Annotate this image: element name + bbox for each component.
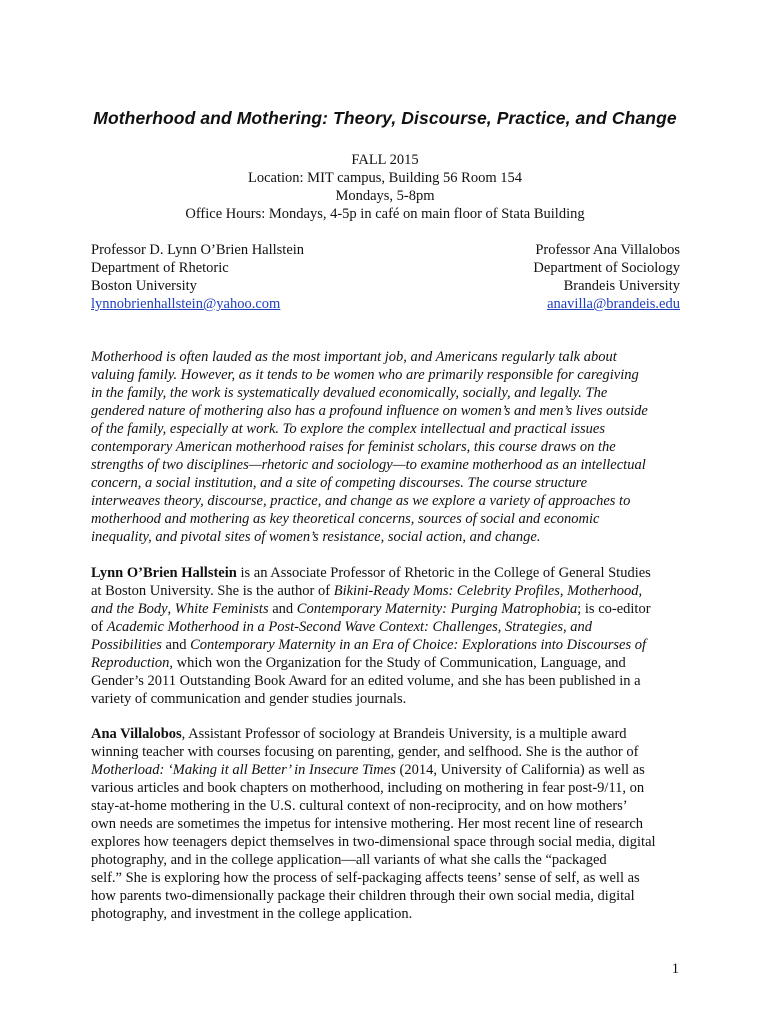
book-title: Contemporary Maternity in an Era of Choice: Explorations into Discourses of — [190, 637, 647, 653]
book-title: White Feminists — [174, 601, 269, 617]
bio-line: how parents two-dimensionally package their children through their own social media, digital — [91, 888, 635, 904]
professor-hallstein-block — [91, 241, 304, 313]
bio-hallstein — [91, 564, 685, 708]
bio-line: own needs are sometimes the impetus for intensive mothering. Her most recent line of research — [91, 816, 644, 832]
bio-line: stay-at-home mothering in the U.S. cultural context of non-reciprocity, and on how mothers’ — [91, 798, 628, 814]
bio-name: Lynn O’Brien Hallstein — [91, 565, 237, 581]
bio-line: photography, and investment in the college application. — [91, 906, 413, 922]
description-line: concern, a social institution, and a site of competing discourses. The course structure — [91, 475, 588, 491]
course-schedule: Mondays, 5-8pm — [335, 188, 435, 204]
bio-line: variety of communication and gender studies journals. — [91, 691, 407, 707]
bio-line: Ana Villalobos, Assistant Professor of sociology at Brandeis University, is a multiple award — [91, 726, 627, 742]
bio-line: at Boston University. She is the author of Bikini-Ready Moms: Celebrity Profiles, Motherhood, — [91, 583, 643, 599]
course-location: Location: MIT campus, Building 56 Room 154 — [247, 170, 522, 186]
professor-university: Boston University — [91, 278, 197, 294]
description-line: inequality, and pivotal sites of women’s resistance, social action, and change. — [91, 529, 541, 545]
professor-department: Department of Sociology — [533, 260, 680, 276]
book-title: Possibilities — [91, 637, 162, 653]
bio-line: winning teacher with courses focusing on parenting, gender, and selfhood. She is the author of — [91, 744, 639, 760]
course-description — [91, 348, 685, 546]
bio-line: self.” She is exploring how the process of self-packaging affects teens’ sense of self, as well as — [91, 870, 640, 886]
description-line: contemporary American motherhood raises for feminist scholars, this course draws on the — [91, 439, 616, 455]
description-line: in the family, the work is systematically devalued economically, socially, and legally. The — [91, 385, 608, 401]
bio-line: Possibilities and Contemporary Maternity in an Era of Choice: Explorations into Discourses of — [91, 637, 647, 653]
bio-villalobos — [91, 725, 685, 923]
description-line: of the family, especially at work. To explore the complex intellectual and practical issues — [91, 421, 605, 437]
bio-line: photography, and in the college application—all variants of what she calls the “packaged — [91, 852, 607, 868]
description-line: interweaves theory, discourse, practice, and change as we explore a variety of approaches to — [91, 493, 631, 509]
professor-email-link[interactable]: lynnobrienhallstein@yahoo.com — [91, 296, 281, 312]
bio-line: Lynn O’Brien Hallstein is an Associate Professor of Rhetoric in the College of General Studies — [91, 565, 651, 581]
description-line: Motherhood is often lauded as the most important job, and Americans regularly talk about — [91, 349, 617, 365]
description-line: strengths of two disciplines—rhetoric and sociology—to examine motherhood as an intellectual — [91, 457, 646, 473]
professor-university: Brandeis University — [563, 278, 680, 294]
bio-line: explores how teenagers depict themselves in two-dimensional space through social media, digital — [91, 834, 656, 850]
book-title: Academic Motherhood in a Post-Second Wave Context: Challenges, Strategies, and — [106, 619, 592, 635]
course-title: Motherhood and Mothering: Theory, Discourse, Practice, and Change — [93, 108, 677, 128]
professor-department: Department of Rhetoric — [91, 260, 229, 276]
bio-line: Gender’s 2011 Outstanding Book Award for an edited volume, and she has been published in a — [91, 673, 641, 689]
professor-name: Professor D. Lynn O’Brien Hallstein — [91, 242, 305, 258]
bio-line: Motherload: ‘Making it all Better’ in Insecure Times (2014, University of California) as well as — [91, 762, 645, 778]
bio-line: Reproduction, which won the Organization for the Study of Communication, Language, and — [91, 655, 626, 671]
book-title: Contemporary Maternity: Purging Matrophobia — [296, 601, 578, 617]
page-number: 1 — [671, 961, 679, 977]
office-hours: Office Hours: Mondays, 4-5p in café on main floor of Stata Building — [185, 206, 585, 222]
professor-name: Professor Ana Villalobos — [535, 242, 680, 258]
course-term: FALL 2015 — [351, 152, 419, 168]
book-title: Bikini-Ready Moms: Celebrity Profiles, Motherhood, — [333, 583, 643, 599]
professor-email-link[interactable]: anavilla@brandeis.edu — [547, 296, 680, 312]
description-line: motherhood and mothering as key theoretical concerns, sources of social and economic — [91, 511, 600, 527]
professor-villalobos-block — [533, 241, 680, 313]
bio-name: Ana Villalobos — [91, 726, 182, 742]
bio-line: various articles and book chapters on motherhood, including on mothering in fear post-9/11, on — [91, 780, 645, 796]
book-title: Motherload: ‘Making it all Better’ in Insecure Times — [91, 762, 396, 778]
book-title: Reproduction — [91, 655, 170, 671]
description-line: valuing family. However, as it tends to be women who are primarily responsible for caregiving — [91, 367, 639, 383]
book-title: and the Body — [91, 601, 168, 617]
description-line: gendered nature of mothering also has a profound influence on women’s and men’s lives outside — [91, 403, 648, 419]
course-info — [0, 151, 770, 223]
bio-line: and the Body, White Feminists and Contemporary Maternity: Purging Matrophobia; is co-editor — [91, 601, 651, 617]
bio-line: of Academic Motherhood in a Post-Second Wave Context: Challenges, Strategies, and — [91, 619, 592, 635]
